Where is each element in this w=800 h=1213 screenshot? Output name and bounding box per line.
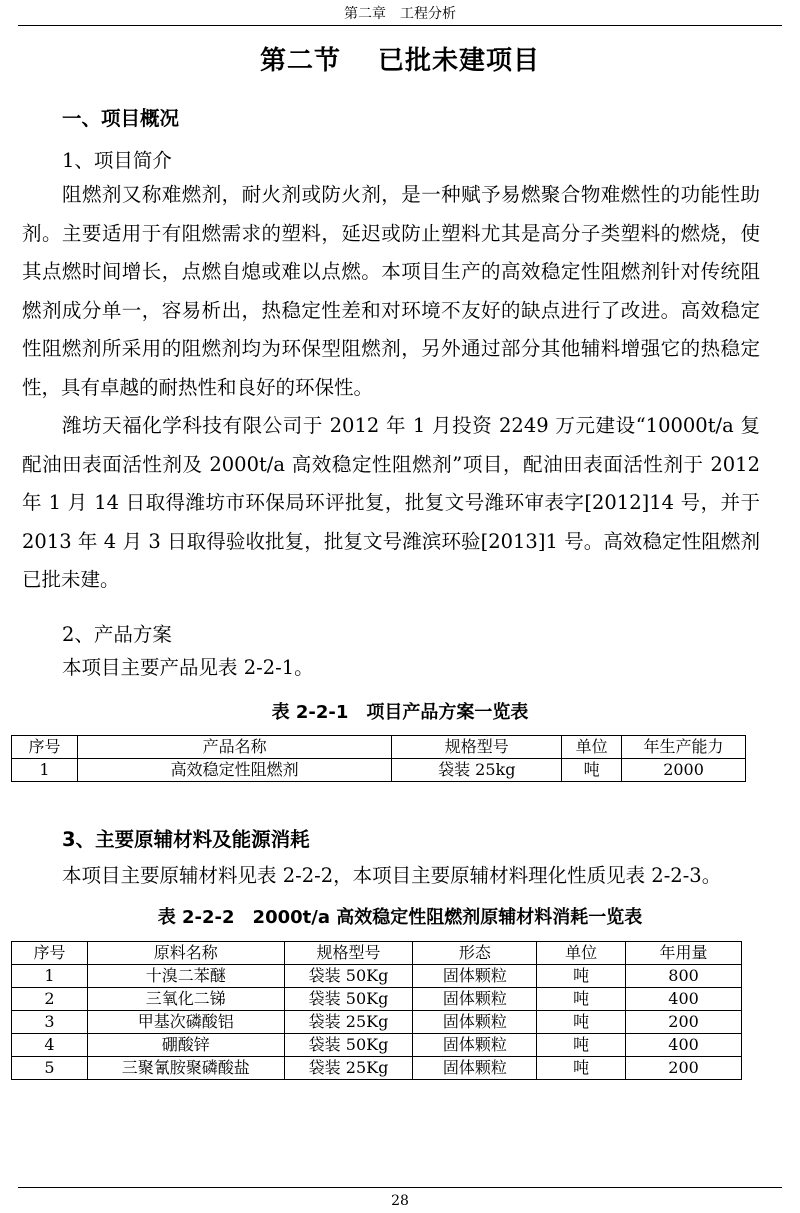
table-cell: 吨 [537, 965, 626, 988]
table-cell: 1 [12, 759, 78, 782]
table-header-row [12, 736, 746, 759]
heading-project-overview: 一、项目概况 [62, 107, 180, 130]
subheading-project-intro: 1、项目简介 [62, 149, 172, 172]
table-cell: 4 [12, 1034, 88, 1057]
paragraph-flame-retardant-intro: 阻燃剂又称难燃剂，耐火剂或防火剂，是一种赋予易燃聚合物难燃性的功能性助剂。主要适用于有阻燃需求的塑料，延迟或防止塑料尤其是高分子类塑料的燃烧，使其点燃时间增长，点燃自熄或难以点燃。本项目生产的高效稳定性阻燃剂针对传统阻燃剂成分单一，容易析出，热稳定性差和对环境不友好的缺点进行了改进。高效稳定性阻燃剂所采用的阻燃剂均为环保型阻燃剂，另外通过部分其他辅料增强它的热稳定性，具有卓越的耐热性和良好的环保性。 [22, 183, 760, 399]
table-header-row [12, 942, 742, 965]
raw-materials-table [11, 941, 742, 1080]
table-row [12, 988, 742, 1011]
table-cell: 袋装 50Kg [284, 1034, 413, 1057]
column-header: 序号 [12, 736, 78, 759]
section-title: 第二节 已批未建项目 [259, 46, 541, 76]
column-header: 产品名称 [77, 736, 392, 759]
table-row [12, 759, 746, 782]
table-cell: 吨 [562, 759, 622, 782]
column-header: 单位 [562, 736, 622, 759]
table-cell: 2 [12, 988, 88, 1011]
table-cell: 固体颗粒 [413, 1034, 537, 1057]
column-header: 规格型号 [392, 736, 562, 759]
column-header: 序号 [12, 942, 88, 965]
table-cell: 袋装 25Kg [284, 1011, 413, 1034]
table-cell: 200 [626, 1011, 742, 1034]
table-cell: 固体颗粒 [413, 988, 537, 1011]
page-footer [18, 1187, 782, 1209]
table-cell: 3 [12, 1011, 88, 1034]
table-cell: 2000 [622, 759, 746, 782]
subheading-product-plan: 2、产品方案 [62, 623, 172, 646]
table-cell: 吨 [537, 988, 626, 1011]
table-cell: 袋装 50Kg [284, 988, 413, 1011]
column-header: 原料名称 [87, 942, 284, 965]
table-cell: 袋装 25Kg [284, 1057, 413, 1080]
column-header: 形态 [413, 942, 537, 965]
table-cell: 硼酸锌 [87, 1034, 284, 1057]
table-cell: 400 [626, 988, 742, 1011]
table-cell: 十溴二苯醚 [87, 965, 284, 988]
column-header: 规格型号 [284, 942, 413, 965]
table-cell: 固体颗粒 [413, 1057, 537, 1080]
table-cell: 固体颗粒 [413, 965, 537, 988]
paragraph-raw-materials-ref: 本项目主要原辅材料见表 2-2-2，本项目主要原辅材料理化性质见表 2-2-3。 [62, 864, 722, 887]
table-row [12, 965, 742, 988]
table-row [12, 1034, 742, 1057]
running-header: 第二章 工程分析 [18, 4, 782, 26]
table1-caption: 表 2-2-1 项目产品方案一览表 [271, 702, 529, 723]
table-cell: 三氧化二锑 [87, 988, 284, 1011]
table-cell: 吨 [537, 1057, 626, 1080]
table-cell: 吨 [537, 1011, 626, 1034]
column-header: 年用量 [626, 942, 742, 965]
table-cell: 200 [626, 1057, 742, 1080]
table-cell: 400 [626, 1034, 742, 1057]
table2-caption: 表 2-2-2 2000t/a 高效稳定性阻燃剂原辅材料消耗一览表 [157, 907, 643, 928]
page-number: 28 [391, 1193, 409, 1209]
table-cell: 吨 [537, 1034, 626, 1057]
paragraph-project-history: 潍坊天福化学科技有限公司于 2012 年 1 月投资 2249 万元建设“10000t/a 复配油田表面活性剂及 2000t/a 高效稳定性阻燃剂”项目，配油田表面活性剂于 2012 年 1 月 14 日取得潍坊市环保局环评批复，批复文号潍环审表字[2012]14 号，并于 2013 年 4 月 3 日取得验收批复，批复文号潍滨环验[2013]1 号。高效稳定性阻燃剂已批未建。 [22, 414, 760, 591]
table-cell: 袋装 50Kg [284, 965, 413, 988]
heading-raw-materials: 3、主要原辅材料及能源消耗 [62, 828, 310, 851]
table-cell: 1 [12, 965, 88, 988]
column-header: 年生产能力 [622, 736, 746, 759]
column-header: 单位 [537, 942, 626, 965]
paragraph-product-table-ref: 本项目主要产品见表 2-2-1。 [62, 656, 314, 679]
table-cell: 高效稳定性阻燃剂 [77, 759, 392, 782]
table-row [12, 1011, 742, 1034]
table-cell: 甲基次磷酸铝 [87, 1011, 284, 1034]
table-cell: 三聚氰胺聚磷酸盐 [87, 1057, 284, 1080]
table-cell: 固体颗粒 [413, 1011, 537, 1034]
table-cell: 800 [626, 965, 742, 988]
table-cell: 5 [12, 1057, 88, 1080]
table-row [12, 1057, 742, 1080]
table-cell: 袋装 25kg [392, 759, 562, 782]
product-plan-table [11, 735, 746, 782]
